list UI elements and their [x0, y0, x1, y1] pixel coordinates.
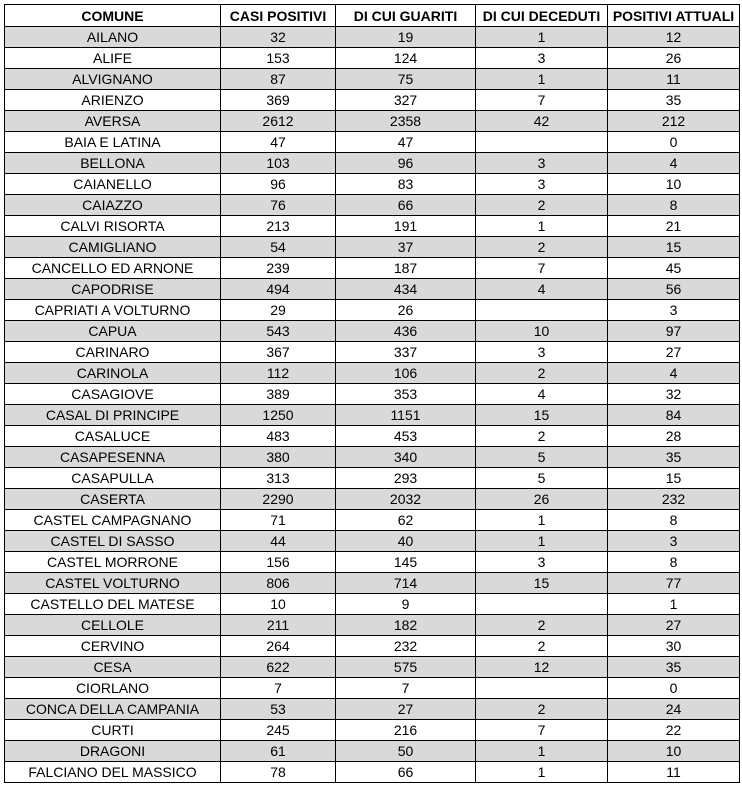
cell-comune: CAIANELLO — [5, 174, 221, 195]
cell-positivi-attuali: 232 — [608, 489, 740, 510]
cell-casi-positivi: 76 — [221, 195, 336, 216]
table-row — [5, 300, 740, 321]
cell-casi-positivi: 7 — [221, 678, 336, 699]
header-deceduti: DI CUI DECEDUTI — [476, 5, 608, 27]
cell-comune: CARINARO — [5, 342, 221, 363]
cell-guariti: 353 — [336, 384, 476, 405]
cell-deceduti: 2 — [476, 426, 608, 447]
cell-casi-positivi: 87 — [221, 69, 336, 90]
cell-casi-positivi: 806 — [221, 573, 336, 594]
table-row — [5, 363, 740, 384]
cell-positivi-attuali: 3 — [608, 300, 740, 321]
cell-comune: CASAL DI PRINCIPE — [5, 405, 221, 426]
table-header — [5, 5, 740, 27]
cell-casi-positivi: 156 — [221, 552, 336, 573]
table-row — [5, 510, 740, 531]
cell-casi-positivi: 29 — [221, 300, 336, 321]
cell-deceduti: 4 — [476, 384, 608, 405]
cell-comune: BAIA E LATINA — [5, 132, 221, 153]
cell-deceduti: 5 — [476, 468, 608, 489]
cell-positivi-attuali: 12 — [608, 27, 740, 48]
cell-positivi-attuali: 24 — [608, 699, 740, 720]
table-body — [5, 27, 740, 783]
cell-comune: CASTEL DI SASSO — [5, 531, 221, 552]
cell-comune: CURTI — [5, 720, 221, 741]
cell-casi-positivi: 61 — [221, 741, 336, 762]
cell-deceduti: 4 — [476, 279, 608, 300]
cell-deceduti: 1 — [476, 69, 608, 90]
cell-guariti: 191 — [336, 216, 476, 237]
cell-casi-positivi: 483 — [221, 426, 336, 447]
cell-guariti: 75 — [336, 69, 476, 90]
table-row — [5, 636, 740, 657]
cell-comune: CASERTA — [5, 489, 221, 510]
header-comune: COMUNE — [5, 5, 221, 27]
cell-positivi-attuali: 22 — [608, 720, 740, 741]
cell-positivi-attuali: 3 — [608, 531, 740, 552]
cell-guariti: 62 — [336, 510, 476, 531]
cell-comune: CONCA DELLA CAMPANIA — [5, 699, 221, 720]
cell-deceduti: 12 — [476, 657, 608, 678]
cell-casi-positivi: 112 — [221, 363, 336, 384]
table-row — [5, 321, 740, 342]
cell-casi-positivi: 213 — [221, 216, 336, 237]
cell-guariti: 26 — [336, 300, 476, 321]
table-row — [5, 699, 740, 720]
cell-deceduti: 3 — [476, 48, 608, 69]
table-row — [5, 447, 740, 468]
cell-casi-positivi: 44 — [221, 531, 336, 552]
cell-comune: CAIAZZO — [5, 195, 221, 216]
cell-casi-positivi: 369 — [221, 90, 336, 111]
cell-deceduti: 26 — [476, 489, 608, 510]
cell-deceduti: 2 — [476, 237, 608, 258]
cell-guariti: 434 — [336, 279, 476, 300]
cell-deceduti: 10 — [476, 321, 608, 342]
cell-casi-positivi: 622 — [221, 657, 336, 678]
cell-guariti: 19 — [336, 27, 476, 48]
table-row — [5, 657, 740, 678]
cell-positivi-attuali: 27 — [608, 615, 740, 636]
cell-deceduti: 7 — [476, 258, 608, 279]
cell-casi-positivi: 494 — [221, 279, 336, 300]
cell-comune: CIORLANO — [5, 678, 221, 699]
cell-guariti: 50 — [336, 741, 476, 762]
cell-casi-positivi: 32 — [221, 27, 336, 48]
cell-deceduti: 42 — [476, 111, 608, 132]
cell-casi-positivi: 264 — [221, 636, 336, 657]
cell-comune: AILANO — [5, 27, 221, 48]
table-row — [5, 489, 740, 510]
cell-deceduti: 1 — [476, 531, 608, 552]
cell-positivi-attuali: 26 — [608, 48, 740, 69]
table-row — [5, 48, 740, 69]
table-row — [5, 342, 740, 363]
cell-casi-positivi: 211 — [221, 615, 336, 636]
cell-positivi-attuali: 10 — [608, 174, 740, 195]
cell-guariti: 83 — [336, 174, 476, 195]
cell-positivi-attuali: 8 — [608, 195, 740, 216]
cell-guariti: 7 — [336, 678, 476, 699]
cell-deceduti: 3 — [476, 552, 608, 573]
cell-positivi-attuali: 35 — [608, 90, 740, 111]
cell-positivi-attuali: 84 — [608, 405, 740, 426]
cell-guariti: 293 — [336, 468, 476, 489]
cell-comune: CELLOLE — [5, 615, 221, 636]
cell-casi-positivi: 54 — [221, 237, 336, 258]
header-positivi-attuali: POSITIVI ATTUALI — [608, 5, 740, 27]
cell-comune: FALCIANO DEL MASSICO — [5, 762, 221, 783]
cell-deceduti — [476, 132, 608, 153]
cell-positivi-attuali: 45 — [608, 258, 740, 279]
cell-deceduti: 1 — [476, 741, 608, 762]
cell-comune: CASTEL MORRONE — [5, 552, 221, 573]
cell-deceduti: 1 — [476, 510, 608, 531]
cell-positivi-attuali: 15 — [608, 237, 740, 258]
cell-guariti: 337 — [336, 342, 476, 363]
cell-guariti: 327 — [336, 90, 476, 111]
table-row — [5, 594, 740, 615]
cell-positivi-attuali: 4 — [608, 153, 740, 174]
cell-casi-positivi: 367 — [221, 342, 336, 363]
cell-deceduti: 15 — [476, 405, 608, 426]
cell-guariti: 124 — [336, 48, 476, 69]
cell-deceduti: 2 — [476, 615, 608, 636]
cell-guariti: 40 — [336, 531, 476, 552]
cell-comune: CASAPULLA — [5, 468, 221, 489]
table-row — [5, 111, 740, 132]
cell-casi-positivi: 313 — [221, 468, 336, 489]
cell-guariti: 66 — [336, 762, 476, 783]
cell-casi-positivi: 10 — [221, 594, 336, 615]
cell-comune: CASTELLO DEL MATESE — [5, 594, 221, 615]
cell-deceduti: 5 — [476, 447, 608, 468]
cell-positivi-attuali: 27 — [608, 342, 740, 363]
cell-casi-positivi: 543 — [221, 321, 336, 342]
table-row — [5, 426, 740, 447]
cell-positivi-attuali: 35 — [608, 657, 740, 678]
cell-guariti: 232 — [336, 636, 476, 657]
cell-casi-positivi: 103 — [221, 153, 336, 174]
cell-positivi-attuali: 1 — [608, 594, 740, 615]
table-row — [5, 552, 740, 573]
cell-comune: CANCELLO ED ARNONE — [5, 258, 221, 279]
cell-deceduti: 1 — [476, 762, 608, 783]
cell-positivi-attuali: 28 — [608, 426, 740, 447]
cell-casi-positivi: 153 — [221, 48, 336, 69]
cell-guariti: 436 — [336, 321, 476, 342]
cell-comune: CAMIGLIANO — [5, 237, 221, 258]
table-row — [5, 468, 740, 489]
table-row — [5, 27, 740, 48]
cell-deceduti: 7 — [476, 720, 608, 741]
cell-comune: BELLONA — [5, 153, 221, 174]
cell-casi-positivi: 78 — [221, 762, 336, 783]
cell-positivi-attuali: 30 — [608, 636, 740, 657]
cell-guariti: 2358 — [336, 111, 476, 132]
table-row — [5, 132, 740, 153]
cell-guariti: 9 — [336, 594, 476, 615]
table-row — [5, 741, 740, 762]
cell-casi-positivi: 2290 — [221, 489, 336, 510]
cell-deceduti: 2 — [476, 363, 608, 384]
cell-casi-positivi: 380 — [221, 447, 336, 468]
cell-casi-positivi: 2612 — [221, 111, 336, 132]
table-row — [5, 762, 740, 783]
cell-deceduti — [476, 678, 608, 699]
table-row — [5, 69, 740, 90]
cell-comune: ALIFE — [5, 48, 221, 69]
cell-positivi-attuali: 15 — [608, 468, 740, 489]
cell-comune: CASTEL VOLTURNO — [5, 573, 221, 594]
cell-positivi-attuali: 11 — [608, 762, 740, 783]
table-row — [5, 405, 740, 426]
table-row — [5, 258, 740, 279]
table-row — [5, 195, 740, 216]
cell-positivi-attuali: 97 — [608, 321, 740, 342]
cell-guariti: 106 — [336, 363, 476, 384]
cell-comune: CAPRIATI A VOLTURNO — [5, 300, 221, 321]
cell-positivi-attuali: 11 — [608, 69, 740, 90]
cell-comune: CASTEL CAMPAGNANO — [5, 510, 221, 531]
cell-deceduti: 3 — [476, 342, 608, 363]
cell-deceduti — [476, 594, 608, 615]
covid-cases-table — [4, 4, 740, 783]
table-row — [5, 153, 740, 174]
cell-guariti: 37 — [336, 237, 476, 258]
table-row — [5, 174, 740, 195]
cell-guariti: 96 — [336, 153, 476, 174]
cell-comune: CAPODRISE — [5, 279, 221, 300]
covid-cases-table-container — [4, 4, 739, 783]
cell-comune: AVERSA — [5, 111, 221, 132]
cell-casi-positivi: 71 — [221, 510, 336, 531]
cell-guariti: 66 — [336, 195, 476, 216]
table-row — [5, 573, 740, 594]
cell-deceduti: 1 — [476, 27, 608, 48]
cell-guariti: 340 — [336, 447, 476, 468]
cell-deceduti: 15 — [476, 573, 608, 594]
cell-guariti: 27 — [336, 699, 476, 720]
cell-deceduti: 3 — [476, 174, 608, 195]
cell-positivi-attuali: 4 — [608, 363, 740, 384]
header-row — [5, 5, 740, 27]
cell-deceduti: 1 — [476, 216, 608, 237]
table-row — [5, 279, 740, 300]
cell-casi-positivi: 53 — [221, 699, 336, 720]
cell-deceduti: 3 — [476, 153, 608, 174]
cell-deceduti — [476, 300, 608, 321]
cell-comune: CARINOLA — [5, 363, 221, 384]
header-casi-positivi: CASI POSITIVI — [221, 5, 336, 27]
cell-positivi-attuali: 0 — [608, 132, 740, 153]
cell-guariti: 47 — [336, 132, 476, 153]
cell-positivi-attuali: 56 — [608, 279, 740, 300]
cell-guariti: 2032 — [336, 489, 476, 510]
cell-comune: ALVIGNANO — [5, 69, 221, 90]
table-row — [5, 615, 740, 636]
cell-comune: CASAPESENNA — [5, 447, 221, 468]
cell-deceduti: 7 — [476, 90, 608, 111]
cell-guariti: 453 — [336, 426, 476, 447]
cell-deceduti: 2 — [476, 636, 608, 657]
cell-comune: CASAGIOVE — [5, 384, 221, 405]
table-row — [5, 531, 740, 552]
cell-positivi-attuali: 8 — [608, 510, 740, 531]
cell-guariti: 145 — [336, 552, 476, 573]
cell-guariti: 182 — [336, 615, 476, 636]
cell-guariti: 1151 — [336, 405, 476, 426]
cell-casi-positivi: 96 — [221, 174, 336, 195]
header-guariti: DI CUI GUARITI — [336, 5, 476, 27]
cell-positivi-attuali: 212 — [608, 111, 740, 132]
cell-guariti: 216 — [336, 720, 476, 741]
cell-positivi-attuali: 10 — [608, 741, 740, 762]
cell-guariti: 187 — [336, 258, 476, 279]
cell-comune: CALVI RISORTA — [5, 216, 221, 237]
table-row — [5, 678, 740, 699]
cell-casi-positivi: 47 — [221, 132, 336, 153]
cell-deceduti: 2 — [476, 699, 608, 720]
cell-positivi-attuali: 0 — [608, 678, 740, 699]
cell-casi-positivi: 239 — [221, 258, 336, 279]
cell-positivi-attuali: 35 — [608, 447, 740, 468]
cell-guariti: 575 — [336, 657, 476, 678]
cell-comune: DRAGONI — [5, 741, 221, 762]
table-row — [5, 720, 740, 741]
cell-comune: CASALUCE — [5, 426, 221, 447]
cell-positivi-attuali: 32 — [608, 384, 740, 405]
cell-positivi-attuali: 8 — [608, 552, 740, 573]
cell-positivi-attuali: 77 — [608, 573, 740, 594]
cell-casi-positivi: 1250 — [221, 405, 336, 426]
cell-comune: CESA — [5, 657, 221, 678]
cell-guariti: 714 — [336, 573, 476, 594]
table-row — [5, 216, 740, 237]
cell-comune: CAPUA — [5, 321, 221, 342]
cell-casi-positivi: 389 — [221, 384, 336, 405]
cell-positivi-attuali: 21 — [608, 216, 740, 237]
cell-comune: CERVINO — [5, 636, 221, 657]
cell-casi-positivi: 245 — [221, 720, 336, 741]
cell-deceduti: 2 — [476, 195, 608, 216]
table-row — [5, 237, 740, 258]
cell-comune: ARIENZO — [5, 90, 221, 111]
table-row — [5, 384, 740, 405]
table-row — [5, 90, 740, 111]
